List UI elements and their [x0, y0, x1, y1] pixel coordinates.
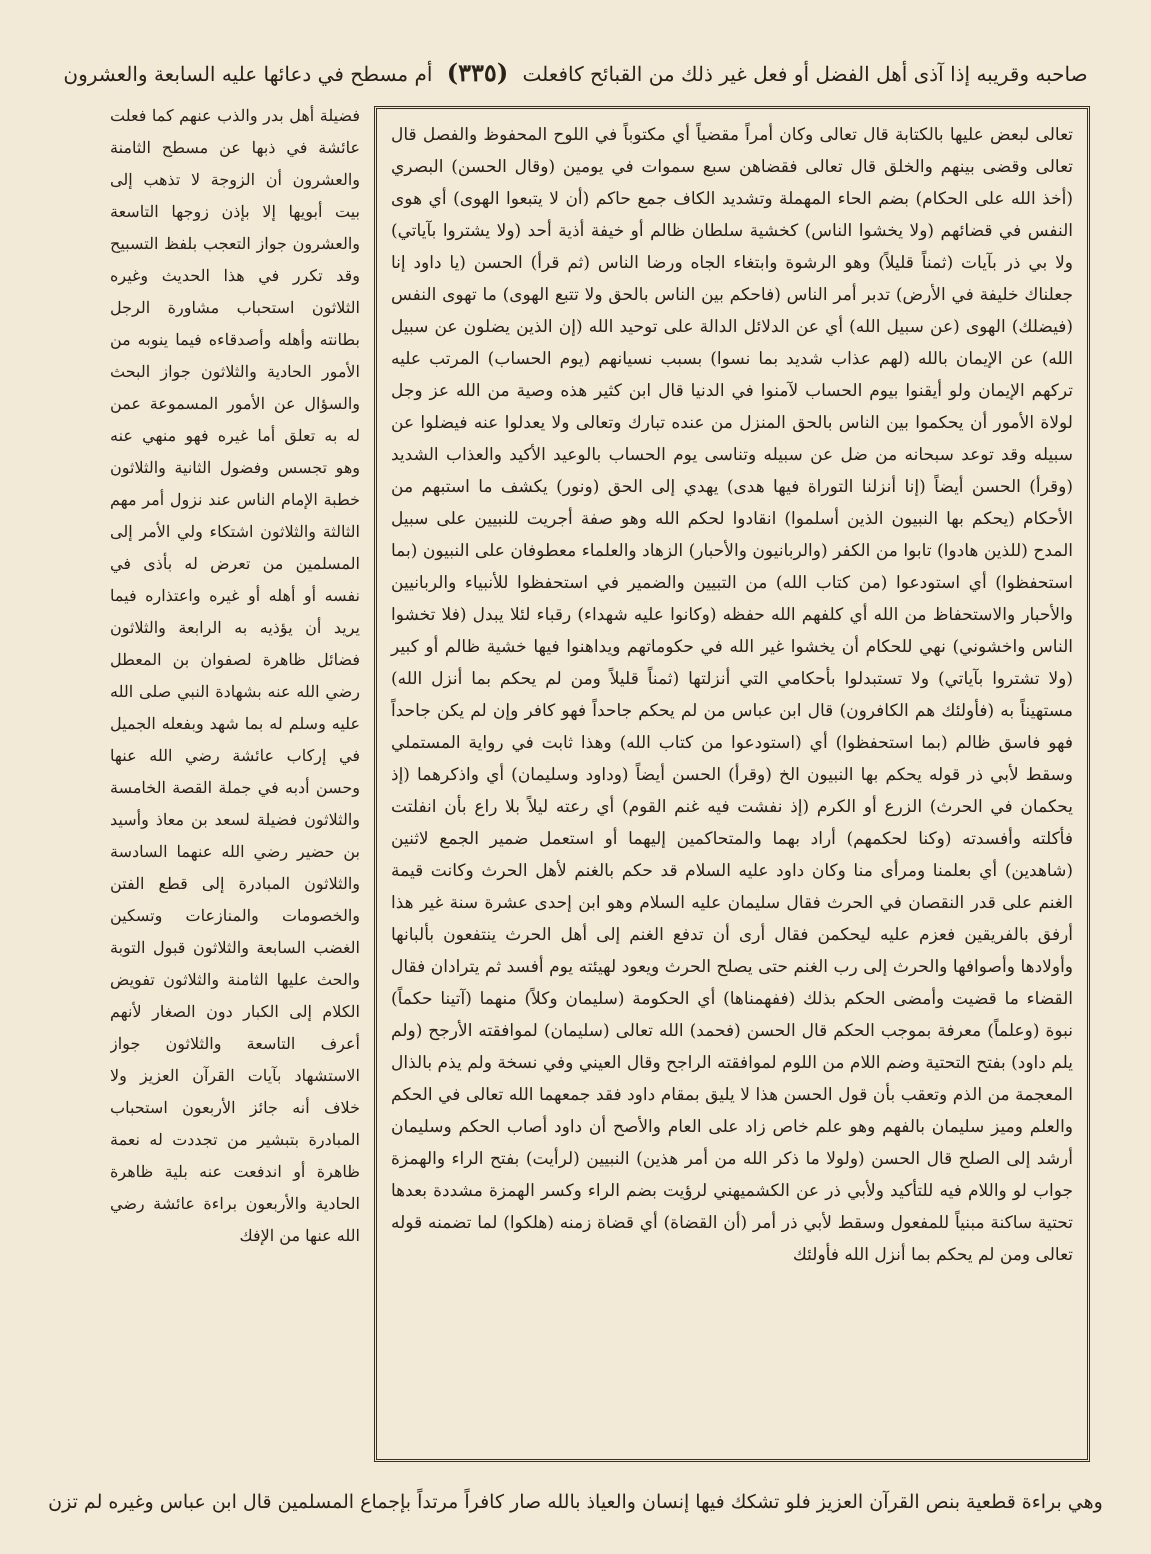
header-right-text: صاحبه وقريبه إذا آذى أهل الفضل أو فعل غير ذلك من القبائح كافعلت [522, 62, 1088, 86]
footer-text: وهي براءة قطعية بنص القرآن العزيز فلو تشكك فيها إنسان والعياذ بالله صار كافراً مرتداً بإجماع المسلمين قال ابن عباس وغيره لم تزن [48, 1491, 1103, 1513]
main-text-frame [374, 106, 1090, 1462]
footer-line [40, 1480, 1111, 1524]
running-header [40, 48, 1111, 98]
header-left-text: أم مسطح في دعائها عليه السابعة والعشرون [63, 62, 433, 86]
margin-column [110, 100, 360, 1475]
main-commentary-text: تعالى لبعض عليها بالكتابة قال تعالى وكان أمراً مقضياً أي مكتوباً في اللوح المحفوظ والفصل قال تعالى وقضى بينهم والخلق قال تعالى فقضاهن سبع سموات في يومين (وقال الحسن) البصري (أخذ الله على الحكام) بضم الحاء المهملة وتشديد الكاف جمع حاكم (أن لا يتبعوا الهوى) أي هوى النفس في قضائهم (ولا يخشوا الناس) كخشية سلطان ظالم أو خيفة أذية أحد (ولا يشتروا بآياتي) ولا بي ذر بآيات (ثمناً قليلاً) وهو الرشوة وابتغاء الجاه ورضا الناس (ثم قرأ) الحسن (يا داود إنا جعلناك خليفة في الأرض) تدبر أمر الناس (فاحكم بين الناس بالحق ولا تتبع الهوى) ما تهوى النفس (فيضلك) الهوى (عن سبيل الله) أي عن الدلائل الدالة على توحيد الله (إن الذين يضلون عن سبيل الله) عن الإيمان بالله (لهم عذاب شديد بما نسوا) بسبب نسيانهم (يوم الحساب) المرتب عليه تركهم الإيمان ولو أيقنوا بيوم الحساب لآمنوا في الدنيا قال ابن كثير هذه وصية من الله عز وجل لولاة الأمور أن يحكموا بين الناس بالحق المنزل من عنده تبارك وتعالى ولا يعدلوا عنه فيضلوا عن سبيله وقد توعد سبحانه من ضل عن سبيله وتناسى يوم الحساب بالوعيد الأكيد والعذاب الشديد (وقرأ) الحسن أيضاً (إنا أنزلنا التوراة فيها هدى) يهدي إلى الحق (ونور) يكشف ما استبهم من الأحكام (يحكم بها النبيون الذين أسلموا) انقادوا لحكم الله وهو صفة أجريت للنبيين على سبيل المدح (للذين هادوا) تابوا من الكفر (والربانيون والأحبار) الزهاد والعلماء معطوفان على النبيون (بما استحفظوا) أي استودعوا (من كتاب الله) من التبيين والضمير في استحفظوا للأنبياء والربانيين والأحبار والاستحفاظ من الله أي كلفهم الله حفظه (وكانوا عليه شهداء) رقباء لئلا يبدل (فلا تخشوا الناس واخشوني) نهي للحكام أن يخشوا غير الله في حكوماتهم ويداهنوا فيها خشية ظالم أو كبير (ولا تشتروا بآياتي) ولا تستبدلوا بأحكامي التي أنزلتها (ثمناً قليلاً ومن لم يحكم بما أنزل الله) مستهيناً به (فأولئك هم الكافرون) قال ابن عباس من لم يحكم جاحداً فهو كافر وإن لم يكن جاحداً فهو فاسق ظالم (بما استحفظوا) أي (استودعوا من كتاب الله) وهذا ثابت في رواية المستملي وسقط لأبي ذر قوله يحكم بها النبيون الخ (وقرأ) الحسن أيضاً (وداود وسليمان) أي واذكرهما (إذ يحكمان في الحرث) الزرع أو الكرم (إذ نفشت فيه غنم القوم) أي رعته ليلاً بلا راع بأن انفلتت فأكلته وأفسدته (وكنا لحكمهم) أراد بهما والمتحاكمين إليهما أو استعمل ضمير الجمع لاثنين (شاهدين) أي بعلمنا ومرأى منا وكان داود عليه السلام قد حكم بالغنم لأهل الحرث وكانت قيمة الغنم على قدر النقصان في الحرث فقال سليمان عليه السلام وهو ابن إحدى عشرة سنة غير هذا أرفق بالفريقين فعزم عليه ليحكمن فقال أرى أن تدفع الغنم إلى أهل الحرث ينتفعون بألبانها وأولادها وأصوافها والحرث إلى رب الغنم حتى يصلح الحرث ويعود لهيئته يوم أفسد ثم يترادان فقال القضاء ما قضيت وأمضى الحكم بذلك (ففهمناها) أي الحكومة (سليمان وكلاً) منهما (آتينا حكماً) نبوة (وعلماً) معرفة بموجب الحكم قال الحسن (فحمد) الله تعالى (سليمان) لموافقته الأرجح (ولم يلم داود) بفتح التحتية وضم اللام من اللوم لموافقته الراجح وقال العيني وفي نسخة ولم يذم بالذال المعجمة من الذم وتعقب بأن قول الحسن هذا لا يليق بمقام داود فقد جمعهما الله تعالى في الحكم والعلم وميز سليمان بالفهم وهو علم خاص زاد على العام والأصح أن داود أصاب الحكم وسليمان أرشد إلى الصلح قال الحسن (ولولا ما ذكر الله من أمر هذين) النبيين (لرأيت) بفتح الراء والهمزة جواب لو واللام فيه للتأكيد ولأبي ذر عن الكشميهني لرؤيت بضم الراء وكسر الهمزة مشددة بعدها تحتية ساكنة مبنياً للمفعول وسقط لأبي ذر أمر (أن القضاة) أي قضاة زمنه (هلكوا) لما تضمنه قوله تعالى ومن لم يحكم بما أنزل الله فأولئك [391, 125, 1074, 1265]
margin-commentary-text: فضيلة أهل بدر والذب عنهم كما فعلت عائشة في ذبها عن مسطح الثامنة والعشرون أن الزوجة لا تذهب إلى بيت أبويها إلا بإذن زوجها التاسعة والعشرون جواز التعجب بلفظ التسبيح وقد تكرر في هذا الحديث وغيره الثلاثون استحباب مشاورة الرجل بطانته وأهله وأصدقاءه فيما ينوبه من الأمور الحادية والثلاثون جواز البحث والسؤال عن الأمور المسموعة عمن له به تعلق أما غيره فهو منهي عنه وهو تجسس وفضول الثانية والثلاثون خطبة الإمام الناس عند نزول أمر مهم الثالثة والثلاثون اشتكاء ولي الأمر إلى المسلمين من تعرض له بأذى في نفسه أو أهله أو غيره واعتذاره فيما يريد أن يؤذيه به الرابعة والثلاثون فضائل ظاهرة لصفوان بن المعطل رضي الله عنه بشهادة النبي صلى الله عليه وسلم له بما شهد وبفعله الجميل في إركاب عائشة رضي الله عنها وحسن أدبه في جملة القصة الخامسة والثلاثون فضيلة لسعد بن معاذ وأسيد بن حضير رضي الله عنهما السادسة والثلاثون المبادرة إلى قطع الفتن والخصومات والمنازعات وتسكين الغضب السابعة والثلاثون قبول التوبة والحث عليها الثامنة والثلاثون تفويض الكلام إلى الكبار دون الصغار لأنهم أعرف التاسعة والثلاثون جواز الاستشهاد بآيات القرآن العزيز ولا خلاف أنه جائز الأربعون استحباب المبادرة بتبشير من تجددت له نعمة ظاهرة أو اندفعت عنه بلية ظاهرة الحادية والأربعون براءة عائشة رضي الله عنها من الإفك [110, 106, 360, 1245]
page-number: (٣٣٥) [446, 58, 509, 87]
